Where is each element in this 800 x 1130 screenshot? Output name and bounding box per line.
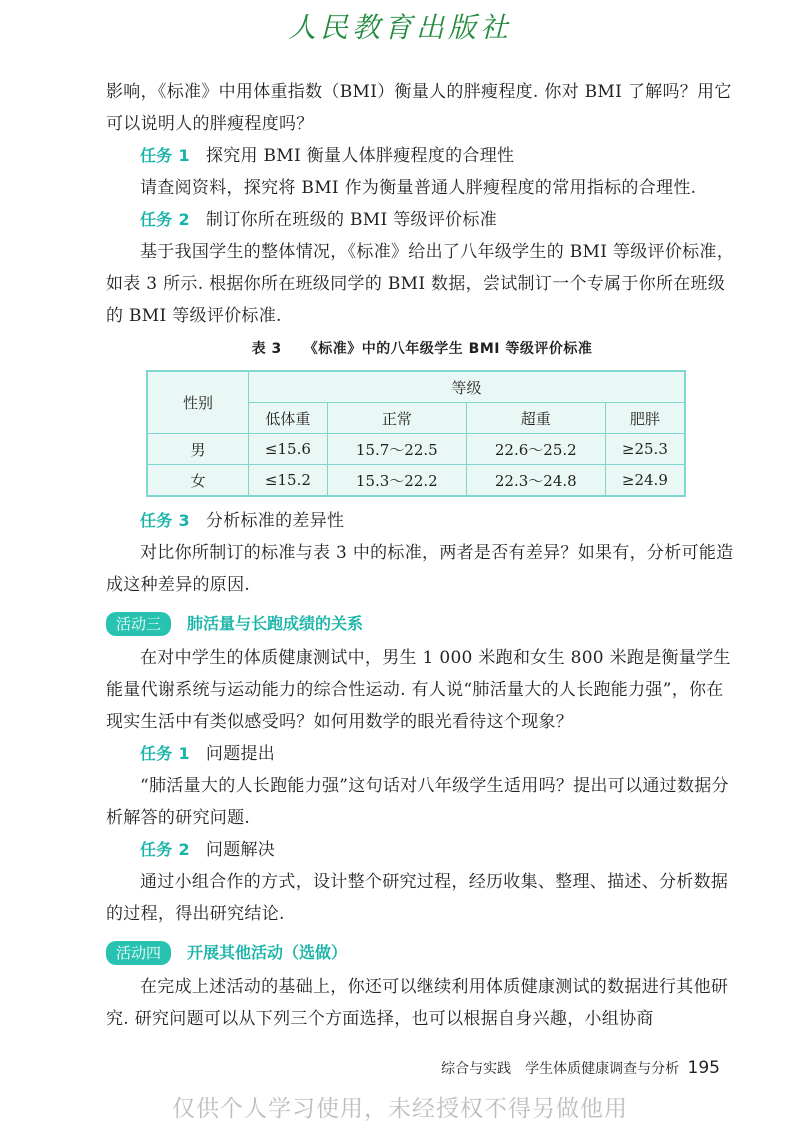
- activity-heading: [106, 611, 738, 636]
- activity-badge: 活动三: [106, 612, 171, 636]
- body-paragraph: “肺活量大的人长跑能力强”这句话对八年级学生适用吗？提出可以通过数据分析解答的研究问题.: [106, 776, 729, 828]
- table-row: [147, 434, 685, 465]
- value-cell: ≥24.9: [605, 465, 685, 497]
- header-grade-cell: 正常: [327, 403, 466, 434]
- task-title: 问题解决: [205, 840, 276, 860]
- body-paragraph: 在完成上述活动的基础上，你还可以继续利用体质健康测试的数据进行其他研究. 研究问题可以从下列三个方面选择，也可以根据自身兴趣，小组协商: [106, 977, 729, 1029]
- task-heading: [140, 738, 738, 770]
- task-label: 任务 3: [140, 511, 190, 530]
- value-cell: 22.3～24.8: [466, 465, 605, 497]
- bmi-table: [146, 370, 686, 497]
- task-label: 任务 1: [140, 744, 190, 763]
- body-paragraph: 请查阅资料，探究将 BMI 作为衡量普通人胖瘦程度的常用指标的合理性.: [140, 178, 697, 198]
- header-grade-cell: 肥胖: [605, 403, 685, 434]
- task-heading: [140, 834, 738, 866]
- table-caption-title: 《标准》中的八年级学生 BMI 等级评价标准: [303, 341, 593, 357]
- table-caption: [106, 338, 738, 358]
- value-cell: ≤15.2: [249, 465, 328, 497]
- header-grade-cell: 低体重: [249, 403, 328, 434]
- task-title: 探究用 BMI 衡量人体胖瘦程度的合理性: [205, 146, 515, 166]
- task-title: 问题提出: [205, 744, 276, 764]
- task-title: 制订你所在班级的 BMI 等级评价标准: [205, 210, 498, 230]
- header-gender: 性别: [147, 371, 249, 434]
- footer-topic: 学生体质健康调查与分析: [525, 1061, 680, 1077]
- value-cell: 15.3～22.2: [327, 465, 466, 497]
- header-grade-cell: 超重: [466, 403, 605, 434]
- body-paragraph: 基于我国学生的整体情况，《标准》给出了八年级学生的 BMI 等级评价标准，如表 3 所示. 根据你所在班级同学的 BMI 数据，尝试制订一个专属于你所在班级的 BMI 等级评价标准.: [106, 242, 735, 326]
- body-paragraph: 通过小组合作的方式，设计整个研究过程，经历收集、整理、描述、分析数据的过程，得出研究结论.: [106, 872, 729, 924]
- gender-cell: 女: [147, 465, 249, 497]
- intro-paragraph: 影响，《标准》中用体重指数（BMI）衡量人的胖瘦程度. 你对 BMI 了解吗？用它可以说明人的胖瘦程度吗？: [106, 82, 732, 134]
- task-heading: [140, 204, 738, 236]
- page-footer: [441, 1058, 720, 1078]
- value-cell: ≥25.3: [605, 434, 685, 465]
- table-row: [147, 465, 685, 497]
- activity-title: 开展其他活动（选做）: [187, 943, 348, 962]
- table-caption-number: 表 3: [251, 341, 282, 357]
- task-heading: [140, 505, 738, 537]
- activity-badge: 活动四: [106, 941, 171, 965]
- task-label: 任务 1: [140, 146, 190, 165]
- page-number: 195: [687, 1058, 720, 1078]
- watermark: 仅供个人学习使用，未经授权不得另做他用: [172, 1096, 628, 1122]
- body-paragraph: 对比你所制订的标准与表 3 中的标准，两者是否有差异？如果有，分析可能造成这种差异的原因.: [106, 543, 734, 595]
- gender-cell: 男: [147, 434, 249, 465]
- table-header-row: [147, 371, 685, 403]
- task-label: 任务 2: [140, 840, 190, 859]
- body-paragraph: 在对中学生的体质健康测试中，男生 1 000 米跑和女生 800 米跑是衡量学生能量代谢系统与运动能力的综合性运动. 有人说“肺活量大的人长跑能力强”，你在现实生活中有类似感受吗？如何用数学的眼光看待这个现象？: [106, 648, 731, 732]
- footer-section: 综合与实践: [441, 1061, 512, 1077]
- activity-title: 肺活量与长跑成绩的关系: [187, 614, 364, 633]
- task-title: 分析标准的差异性: [205, 511, 345, 531]
- task-label: 任务 2: [140, 210, 190, 229]
- page-content: [106, 76, 738, 1035]
- value-cell: ≤15.6: [249, 434, 328, 465]
- publisher-logo: 人民教育出版社: [287, 11, 512, 44]
- task-heading: [140, 140, 738, 172]
- value-cell: 15.7～22.5: [327, 434, 466, 465]
- value-cell: 22.6～25.2: [466, 434, 605, 465]
- activity-heading: [106, 940, 738, 965]
- header-grade: 等级: [249, 371, 686, 403]
